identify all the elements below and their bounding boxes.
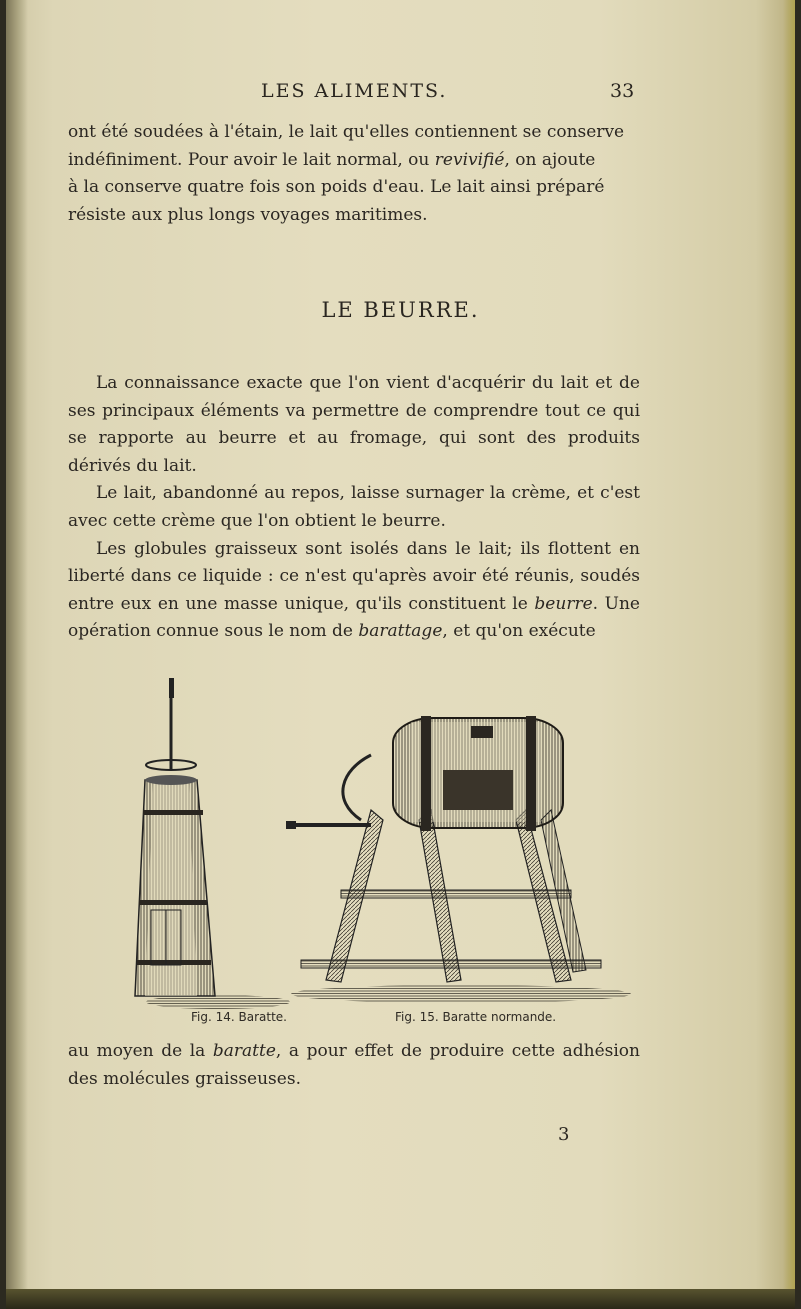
upright-churn-drawing (135, 678, 290, 1009)
text-line: indéfiniment. Pour avoir le lait normal, ou (68, 149, 435, 170)
text-run: , a pour effet de produire cette adhésion des molécules graisseuses. (68, 1041, 640, 1089)
emphasis: beurre (534, 593, 593, 614)
emphasis: baratte (212, 1041, 276, 1061)
barrel-churn-drawing (286, 716, 631, 1003)
paragraph-2: La connaissance exacte que l'on vient d'acquérir du lait et de ses principaux éléments va permettre de comprendre tout ce qui se rapporte au beurre et au fromage, qui sont des produits dérivés du lait. (68, 373, 640, 476)
emphasis: barattage (358, 621, 443, 642)
fig14-caption: Fig. 14. Baratte. (191, 1010, 287, 1024)
text-run: , et qu'on exécute (442, 621, 596, 642)
book-page (6, 0, 795, 1309)
page-edge (783, 0, 795, 1309)
text-run: Les globules graisseux sont isolés dans le lait; ils flottent en liberté dans ce liquide : ce n'est qu'après avoir été réunis, soudés entre eux en une masse unique, qu'ils constituent le (68, 538, 640, 614)
text-line: résiste aux plus longs voyages maritimes. (68, 204, 428, 225)
running-head: LES ALIMENTS. (261, 80, 448, 102)
churn-engravings (131, 660, 651, 1030)
fig15-caption: Fig. 15. Baratte normande. (395, 1010, 557, 1024)
text-line: ont été soudées à l'étain, le lait qu'elles contiennent se conserve (68, 122, 625, 142)
paragraph-4 (68, 536, 640, 646)
text-line: , on ajoute (504, 149, 596, 170)
page-number: 33 (610, 80, 635, 102)
signature-mark: 3 (558, 1124, 570, 1145)
page-bottom-shadow (6, 1289, 795, 1309)
section-title: LE BEURRE. (321, 298, 480, 322)
emphasis: revivifié (434, 149, 505, 170)
text-run: . Une opération connue sous le nom de (68, 593, 640, 642)
paragraph-3: Le lait, abandonné au repos, laisse surnager la crème, et c'est avec cette crème que l'on obtient le beurre. (68, 483, 640, 531)
text-run: au moyen de la (68, 1041, 213, 1061)
body-text (68, 370, 640, 646)
page-spine-shadow (6, 0, 28, 1309)
figure-illustrations (131, 660, 651, 1030)
paragraph-5 (68, 1038, 640, 1093)
text-line: à la conserve quatre fois son poids d'eau. Le lait ainsi préparé (68, 177, 605, 198)
paragraph-1 (68, 119, 640, 229)
